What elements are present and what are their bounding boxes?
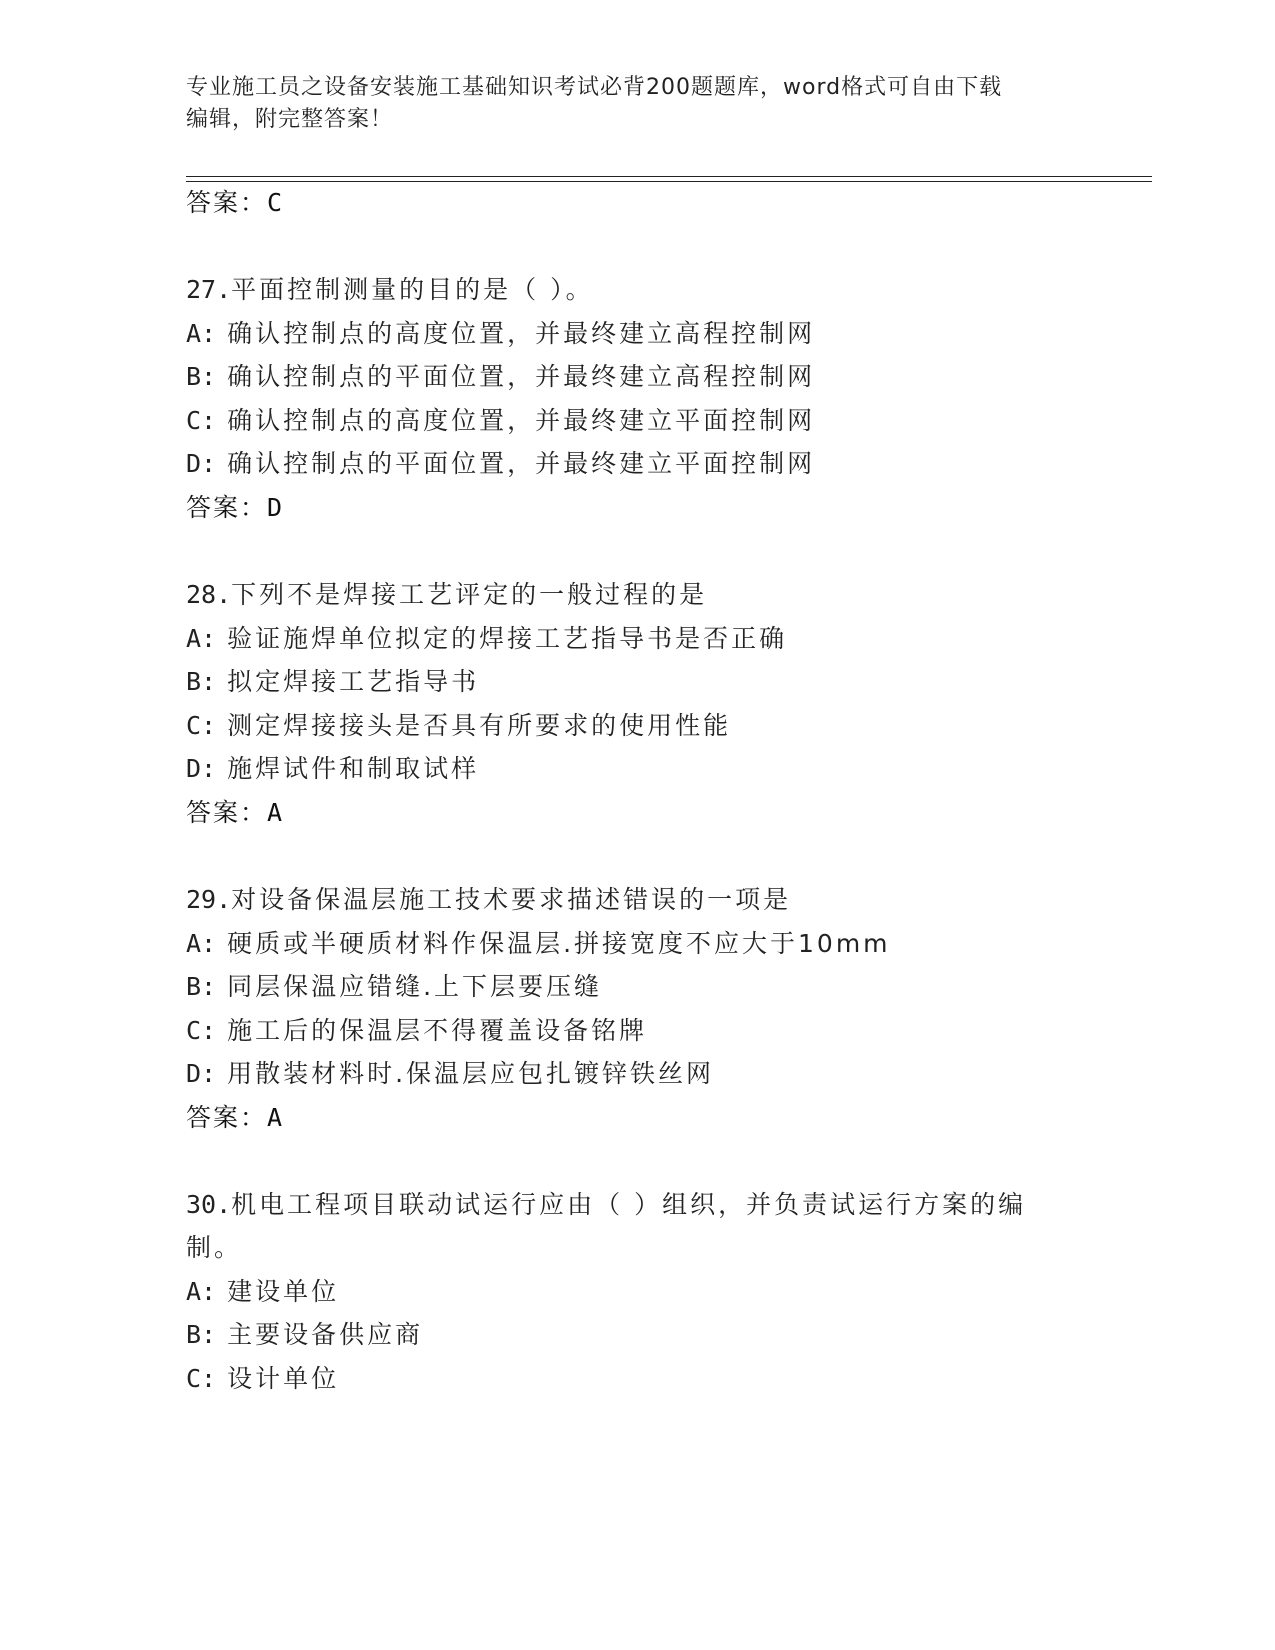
answer-28 bbox=[186, 796, 1086, 830]
option-key: D: bbox=[186, 1059, 217, 1088]
option-d bbox=[186, 447, 1086, 481]
question-number: 30. bbox=[186, 1190, 232, 1219]
answer-value: C bbox=[267, 188, 283, 217]
question-30-continued bbox=[186, 1231, 1086, 1265]
answer-29 bbox=[186, 1101, 1086, 1135]
option-text: 确认控制点的高度位置，并最终建立高程控制网 bbox=[227, 319, 816, 348]
option-a bbox=[186, 317, 1086, 351]
option-text: 同层保温应错缝.上下层要压缝 bbox=[227, 972, 603, 1001]
option-key: C: bbox=[186, 711, 217, 740]
question-text: 对设备保温层施工技术要求描述错误的一项是 bbox=[231, 885, 792, 914]
option-text: 用散装材料时.保温层应包扎镀锌铁丝网 bbox=[227, 1059, 715, 1088]
question-29 bbox=[186, 883, 1086, 917]
option-key: A: bbox=[186, 1277, 217, 1306]
option-key: B: bbox=[186, 362, 217, 391]
answer-label: 答案： bbox=[186, 493, 268, 522]
option-c bbox=[186, 1362, 1086, 1396]
question-text-continued: 制。 bbox=[186, 1233, 243, 1262]
option-b bbox=[186, 360, 1086, 394]
header-line-1: 专业施工员之设备安装施工基础知识考试必背200题题库，word格式可自由下载 bbox=[186, 75, 1003, 100]
option-text: 拟定焊接工艺指导书 bbox=[227, 667, 480, 696]
question-30 bbox=[186, 1188, 1086, 1222]
option-text: 确认控制点的平面位置，并最终建立平面控制网 bbox=[227, 449, 816, 478]
answer-label: 答案： bbox=[186, 798, 268, 827]
option-c bbox=[186, 404, 1086, 438]
prev-answer bbox=[186, 186, 1086, 220]
option-c bbox=[186, 709, 1086, 743]
option-text: 主要设备供应商 bbox=[227, 1320, 424, 1349]
option-key: B: bbox=[186, 667, 217, 696]
answer-value: A bbox=[267, 1103, 283, 1132]
question-28 bbox=[186, 578, 1086, 612]
option-key: C: bbox=[186, 1364, 217, 1393]
question-number: 29. bbox=[186, 885, 232, 914]
option-key: C: bbox=[186, 1016, 217, 1045]
option-text: 验证施焊单位拟定的焊接工艺指导书是否正确 bbox=[227, 624, 788, 653]
header-divider-bottom bbox=[186, 181, 1152, 182]
question-27 bbox=[186, 273, 1086, 307]
option-key: D: bbox=[186, 754, 217, 783]
answer-label: 答案： bbox=[186, 188, 268, 217]
option-a bbox=[186, 622, 1086, 656]
question-text: 机电工程项目联动试运行应由（ ）组织，并负责试运行方案的编 bbox=[231, 1190, 1027, 1219]
option-key: A: bbox=[186, 929, 217, 958]
option-key: B: bbox=[186, 972, 217, 1001]
option-b bbox=[186, 665, 1086, 699]
option-text: 施焊试件和制取试样 bbox=[227, 754, 480, 783]
answer-27 bbox=[186, 491, 1086, 525]
option-text: 测定焊接接头是否具有所要求的使用性能 bbox=[227, 711, 732, 740]
answer-label: 答案： bbox=[186, 1103, 268, 1132]
option-b bbox=[186, 970, 1086, 1004]
option-b bbox=[186, 1318, 1086, 1352]
option-key: B: bbox=[186, 1320, 217, 1349]
option-key: A: bbox=[186, 319, 217, 348]
option-text: 施工后的保温层不得覆盖设备铭牌 bbox=[227, 1016, 648, 1045]
option-a bbox=[186, 927, 1086, 961]
document-header bbox=[186, 72, 1066, 136]
answer-value: A bbox=[267, 798, 283, 827]
option-text: 设计单位 bbox=[227, 1364, 340, 1393]
option-d bbox=[186, 752, 1086, 786]
header-divider-top bbox=[186, 176, 1152, 177]
option-text: 确认控制点的平面位置，并最终建立高程控制网 bbox=[227, 362, 816, 391]
answer-value: D bbox=[267, 493, 283, 522]
option-key: A: bbox=[186, 624, 217, 653]
option-d bbox=[186, 1057, 1086, 1091]
option-a bbox=[186, 1275, 1086, 1309]
question-text: 平面控制测量的目的是（ ）。 bbox=[231, 275, 594, 304]
option-text: 硬质或半硬质材料作保温层.拼接宽度不应大于10mm bbox=[227, 929, 891, 958]
question-number: 27. bbox=[186, 275, 232, 304]
question-number: 28. bbox=[186, 580, 232, 609]
option-key: C: bbox=[186, 406, 217, 435]
header-line-2: 编辑，附完整答案！ bbox=[186, 107, 394, 132]
option-c bbox=[186, 1014, 1086, 1048]
option-text: 确认控制点的高度位置，并最终建立平面控制网 bbox=[227, 406, 816, 435]
option-key: D: bbox=[186, 449, 217, 478]
question-text: 下列不是焊接工艺评定的一般过程的是 bbox=[231, 580, 708, 609]
option-text: 建设单位 bbox=[227, 1277, 340, 1306]
